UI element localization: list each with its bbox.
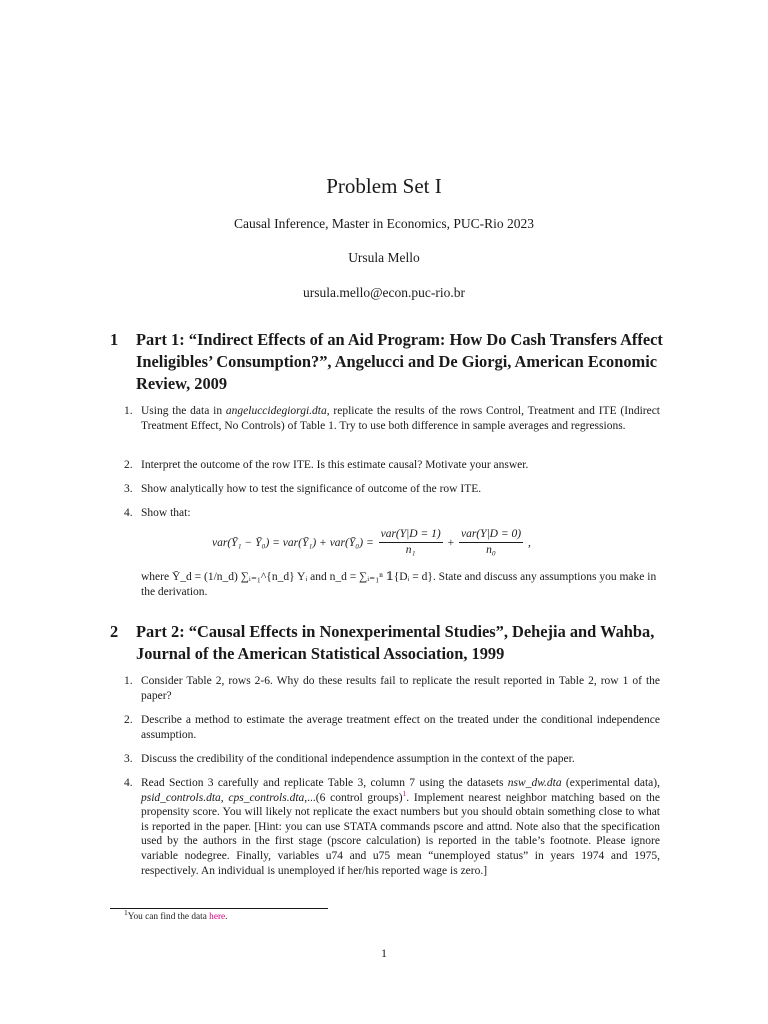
fraction-1-numerator: var(Y|D = 1) (379, 527, 443, 543)
document-title: Problem Set I (326, 174, 442, 198)
author-email: ursula.mello@econ.puc-rio.br (302, 285, 465, 300)
where-clause: where Ȳ_d = (1/n_d) ∑ᵢ₌₁^{n_d} Yᵢ and n_d = ∑ᵢ₌₁ⁿ 𝟙{Dᵢ = d}. State and discuss any assumptions you make in the derivation. (141, 571, 657, 598)
equation-comma: , (527, 536, 531, 549)
author-name: Ursula Mello (348, 250, 420, 265)
item-text: Show analytically how to test the significance of outcome of the row ITE. (141, 483, 482, 495)
item-text-part: . Implement nearest neighbor matching based on the propensity score. You will likely not replicate the exact numbers but you should obtain something close to what is reported in the paper. [Hint: you can use STATA commands pscore and attnd. Note also that the specification used by the authors in the first stage (pscore calculation) is reported in the table’s footnote. Please ignore variable nodegree. Finally, variables u74 and u75 mean “unemployed status” in years 1974 and 1975, respectively. An individual is unemployed if her/his reported wage is zero.] (141, 791, 660, 877)
dataset-filename: psid_controls.dta (141, 791, 221, 804)
equation-lhs: var(Ȳ₁ − Ȳ₀) = var(Ȳ₁) + var(Ȳ₀) = (212, 536, 374, 549)
section-title: Part 2: “Causal Effects in Nonexperimental Studies”, Dehejia and Wahba, Journal of the American Statistical Association, 1999 (136, 622, 655, 663)
item-number: 2. (124, 459, 133, 471)
item-text: Discuss the credibility of the conditional independence assumption in the context of the paper. (141, 753, 575, 765)
footnote-mark: 1 (124, 907, 128, 917)
plus-sign: + (447, 536, 455, 549)
item-number: 3. (124, 753, 133, 765)
item-text: Show that: (141, 507, 191, 519)
variance-equation (212, 527, 531, 558)
item-number: 3. (124, 483, 133, 495)
dataset-filename: nsw_dw.dta (507, 777, 562, 789)
fraction-2-numerator: var(Y|D = 0) (459, 527, 523, 543)
fraction-2 (459, 527, 523, 558)
item-number: 4. (124, 777, 133, 789)
footnote-text: You can find the data (127, 912, 210, 922)
footnote-ref-link[interactable]: 1 (402, 788, 407, 798)
page-number: 1 (381, 946, 387, 960)
section-title: Part 1: “Indirect Effects of an Aid Program: How Do Cash Transfers Affect Ineligibles’ Consumption?”, Angelucci and De Giorgi, American Economic Review, 2009 (136, 330, 663, 393)
item-text: Describe a method to estimate the average treatment effect on the treated under the conditional independence assumption. (141, 714, 660, 741)
item-text (141, 776, 660, 878)
fraction-2-denominator: n₀ (486, 544, 496, 556)
item-text-part: ,...(6 control groups) (304, 791, 403, 804)
item-number: 1. (124, 405, 133, 417)
item-text (141, 404, 660, 433)
section-number: 2 (110, 622, 119, 641)
fraction-1-denominator: n₁ (405, 544, 416, 556)
item-text: Interpret the outcome of the row ITE. Is this estimate causal? Motivate your answer. (141, 459, 529, 471)
item-number: 2. (124, 714, 133, 726)
item-text-part: Read Section 3 carefully and replicate Table 3, column 7 using the datasets (141, 777, 508, 789)
section-number: 1 (110, 330, 119, 349)
footnote (124, 907, 228, 923)
item-text-part: Using the data in (141, 405, 226, 417)
item-number: 4. (124, 507, 133, 519)
item-text-part: , (220, 791, 229, 804)
item-text-part: , replicate the results of the rows Control, Treatment and ITE (Indirect Treatment Effect, No Controls) of Table 1. Try to use both difference in sample averages and regressions. (141, 405, 660, 432)
dataset-filename: cps_controls.dta (228, 791, 305, 804)
dataset-filename: angeluccidegiorgi.dta (225, 405, 327, 417)
data-link[interactable]: here (209, 912, 226, 922)
footnote-end: . (225, 912, 228, 922)
item-text: Consider Table 2, rows 2-6. Why do these results fail to replicate the result reported in Table 2, row 1 of the paper? (141, 675, 660, 702)
footnote-divider (110, 908, 328, 909)
item-text-part: (experimental data), (561, 777, 660, 789)
course-line: Causal Inference, Master in Economics, PUC-Rio 2023 (234, 216, 534, 231)
fraction-1 (379, 527, 443, 558)
item-number: 1. (124, 675, 133, 687)
